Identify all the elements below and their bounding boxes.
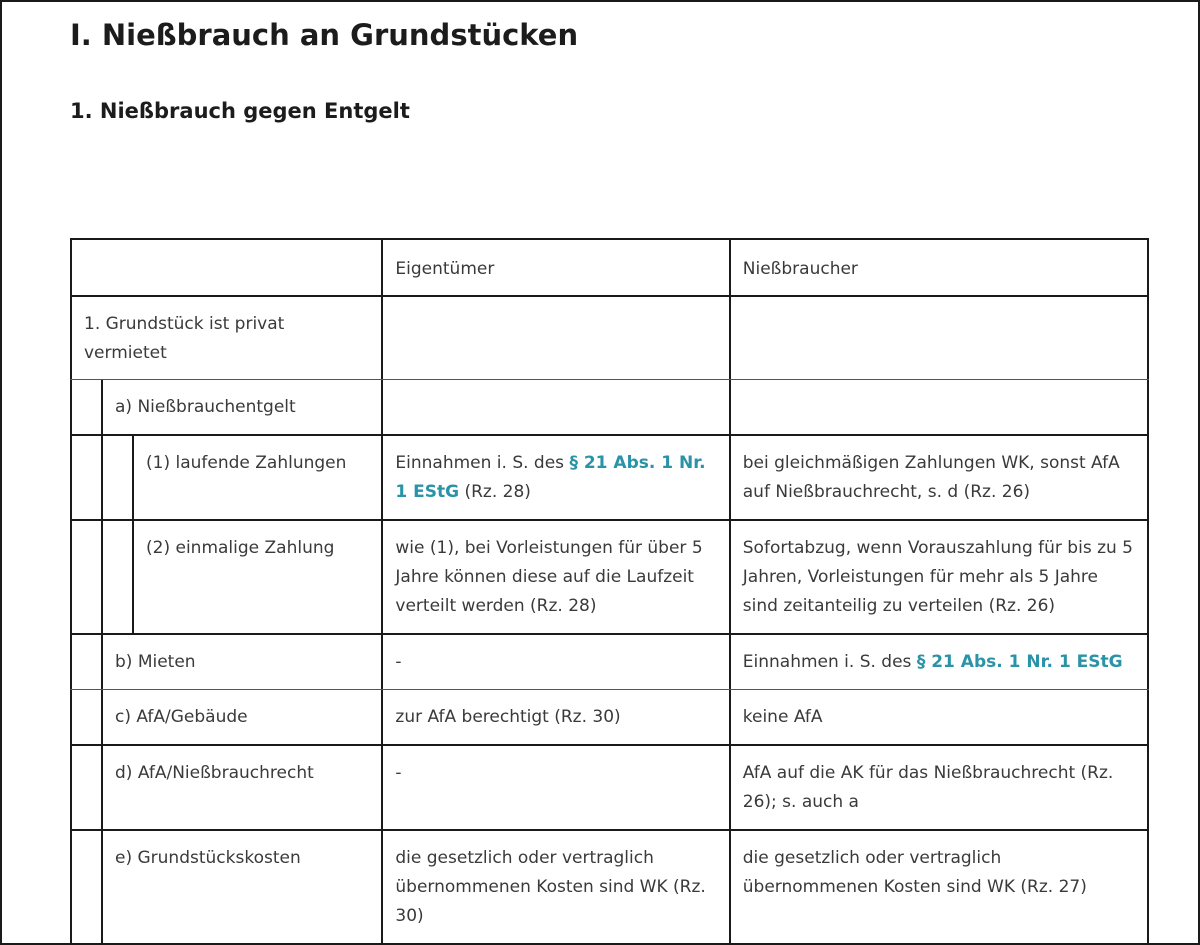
row-label: a) Nießbrauchentgelt (115, 397, 296, 417)
row-label-cell (70, 297, 381, 379)
table-row (70, 380, 1149, 436)
owner-cell: wie (1), bei Vorleistungen für über 5 Jahre können diese auf die Laufzeit verteilt werden (Rz. 28) (381, 521, 728, 633)
usufructuary-cell: AfA auf die AK für das Nießbrauchrecht (Rz. 26); s. auch a (729, 746, 1149, 829)
law-link[interactable]: § 21 Abs. 1 Nr. 1 EStG (916, 652, 1123, 672)
table-row (70, 690, 1149, 746)
indent-spacer (72, 831, 103, 943)
usufructuary-cell: keine AfA (729, 690, 1149, 744)
table-row (70, 521, 1149, 635)
table-row (70, 297, 1149, 380)
owner-cell: - (381, 746, 728, 829)
usufructuary-text: Einnahmen i. S. des (742, 652, 917, 672)
header-cell-owner: Eigentümer (381, 240, 728, 295)
owner-cell: - (381, 635, 728, 689)
header-cell-empty (70, 240, 381, 295)
table-header-row (70, 240, 1149, 297)
row-label: d) AfA/Nießbrauchrecht (115, 763, 314, 783)
indent-spacer (72, 521, 103, 633)
row-label-cell (70, 635, 381, 689)
indent-spacer (72, 690, 103, 744)
page-title: I. Nießbrauch an Grundstücken (70, 18, 579, 52)
indent-spacer (103, 521, 134, 633)
usufructuary-cell (729, 380, 1149, 434)
owner-cell (381, 297, 728, 379)
indent-spacer (72, 635, 103, 689)
indent-spacer (72, 436, 103, 519)
usufructuary-cell: die gesetzlich oder vertraglich übernommenen Kosten sind WK (Rz. 27) (729, 831, 1149, 943)
table-row (70, 436, 1149, 521)
usufructuary-cell: Sofortabzug, wenn Vorauszahlung für bis zu 5 Jahren, Vorleistungen für mehr als 5 Jahre sind zeitanteilig zu verteilen (Rz. 26) (729, 521, 1149, 633)
row-label-cell (70, 380, 381, 434)
usufructuary-cell (729, 635, 1149, 689)
owner-cell: zur AfA berechtigt (Rz. 30) (381, 690, 728, 744)
usufructuary-cell: bei gleichmäßigen Zahlungen WK, sonst AfA auf Nießbrauchrecht, s. d (Rz. 26) (729, 436, 1149, 519)
header-label-empty (72, 240, 381, 295)
indent-spacer (72, 380, 103, 434)
row-label-cell (70, 746, 381, 829)
owner-cell (381, 436, 728, 519)
table-row (70, 831, 1149, 945)
row-label-cell (70, 436, 381, 519)
usufructuary-cell (729, 297, 1149, 379)
row-label: b) Mieten (115, 652, 196, 672)
owner-cell (381, 380, 728, 434)
indent-spacer (72, 746, 103, 829)
owner-text: Einnahmen i. S. des (395, 453, 570, 473)
row-label: (2) einmalige Zahlung (146, 538, 335, 558)
indent-spacer (103, 436, 134, 519)
table-row (70, 635, 1149, 690)
row-label: e) Grundstückskosten (115, 848, 301, 868)
law-link[interactable]: § 21 Abs. 1 Nr. 1 EStG (395, 453, 706, 502)
owner-cell: die gesetzlich oder vertraglich übernommenen Kosten sind WK (Rz. 30) (381, 831, 728, 943)
header-cell-usufructuary: Nießbraucher (729, 240, 1149, 295)
row-label: c) AfA/Gebäude (115, 707, 248, 727)
row-label: (1) laufende Zahlungen (146, 453, 347, 473)
table-row (70, 746, 1149, 831)
section-title: 1. Nießbrauch gegen Entgelt (70, 99, 410, 123)
row-label-cell (70, 521, 381, 633)
row-label-cell (70, 831, 381, 943)
row-label-cell (70, 690, 381, 744)
row-label: 1. Grundstück ist privat vermietet (84, 314, 285, 363)
usufruct-table (70, 238, 1149, 945)
owner-text-suffix: (Rz. 28) (459, 482, 531, 502)
